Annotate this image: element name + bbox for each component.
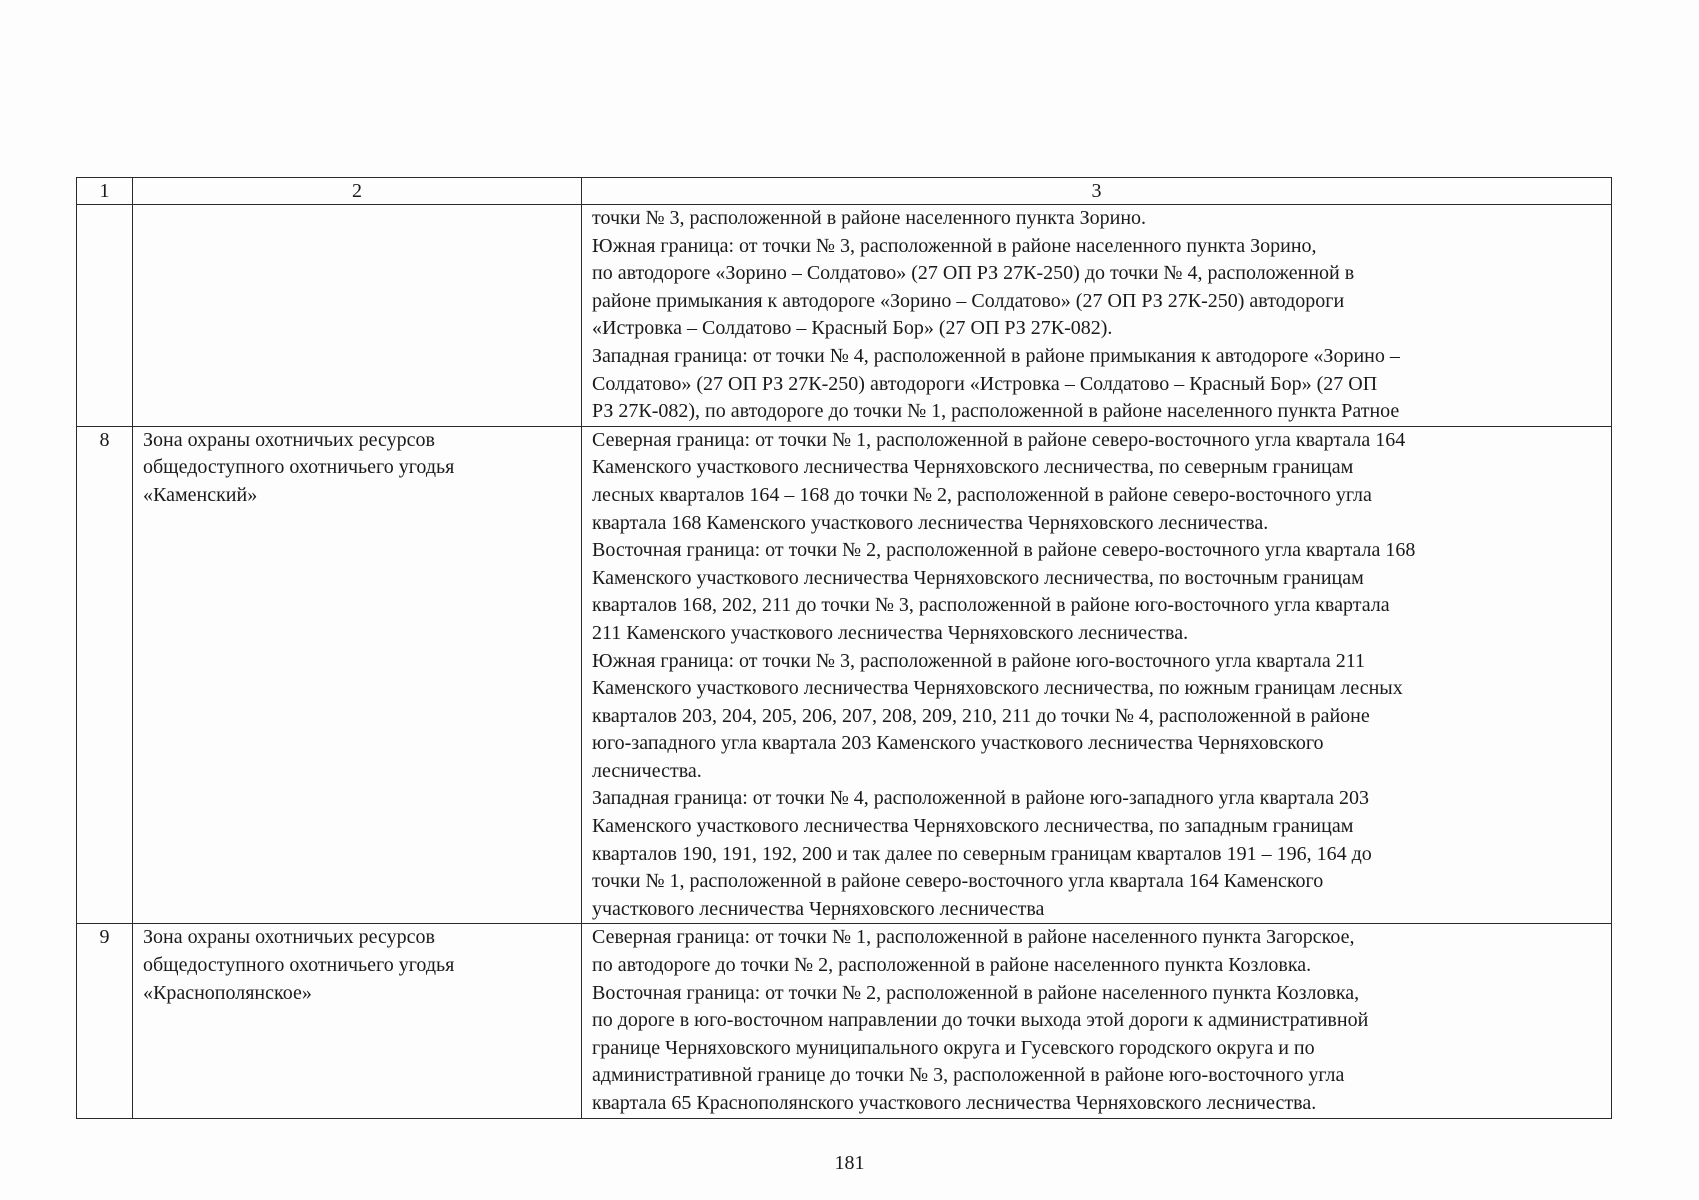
boundary-description-line: Южная граница: от точки № 3, расположенной в районе населенного пункта Зорино,: [592, 234, 1317, 257]
zone-name-cell: [133, 205, 582, 427]
boundaries-table: [76, 177, 1612, 1119]
boundary-description-cell: [582, 205, 1612, 427]
boundary-description-line: 211 Каменского участкового лесничества Черняховского лесничества.: [592, 621, 1189, 644]
boundary-description-line: участкового лесничества Черняховского лесничества: [592, 897, 1045, 920]
boundary-description-line: Солдатово» (27 ОП РЗ 27К-250) автодороги «Истровка – Солдатово – Красный Бор» (27 ОП: [592, 372, 1378, 395]
zone-name-line: «Краснополянское»: [143, 981, 312, 1004]
boundary-description-line: Северная граница: от точки № 1, расположенной в районе населенного пункта Загорское,: [592, 926, 1355, 949]
boundary-description-line: Северная граница: от точки № 1, расположенной в районе северо-восточного угла квартала 164: [592, 428, 1406, 451]
page-number: 181: [834, 1152, 865, 1174]
table-header-row: [77, 178, 1612, 205]
boundary-description-line: Южная граница: от точки № 3, расположенной в районе юго-восточного угла квартала 211: [592, 649, 1365, 672]
boundary-description-line: «Истровка – Солдатово – Красный Бор» (27 ОП РЗ 27К-082).: [592, 317, 1113, 340]
boundary-description-line: Каменского участкового лесничества Черняховского лесничества, по западным границам: [592, 815, 1354, 838]
boundary-description-line: по автодороге «Зорино – Солдатово» (27 ОП РЗ 27К-250) до точки № 4, расположенной в: [592, 262, 1355, 285]
boundary-description-line: юго-западного угла квартала 203 Каменского участкового лесничества Черняховского: [592, 732, 1324, 755]
table-body: [77, 178, 1612, 1119]
boundary-description-line: кварталов 190, 191, 192, 200 и так далее по северным границам кварталов 191 – 196, 164 до: [592, 842, 1372, 865]
boundary-description-line: Восточная граница: от точки № 2, расположенной в районе северо-восточного угла квартала 168: [592, 539, 1416, 562]
table-row: [77, 205, 1612, 427]
boundary-description-line: границе Черняховского муниципального округа и Гусевского городского округа и по: [592, 1036, 1315, 1059]
boundary-description-line: лесных кварталов 164 – 168 до точки № 2, расположенной в районе северо-восточного угла: [592, 483, 1372, 506]
row-number-cell: [77, 205, 133, 427]
boundary-description-line: районе примыкания к автодороге «Зорино – Солдатово» (27 ОП РЗ 27К-250) автодороги: [592, 289, 1345, 312]
zone-name-line: общедоступного охотничьего угодья: [143, 456, 455, 479]
zone-name-line: Зона охраны охотничьих ресурсов: [143, 926, 435, 949]
boundary-description-line: РЗ 27К-082), по автодороге до точки № 1, расположенной в районе населенного пункта Ратное: [592, 400, 1400, 423]
row-number-cell: 9: [77, 924, 133, 1118]
boundary-description-cell: [582, 426, 1612, 924]
boundary-description-line: Каменского участкового лесничества Черняховского лесничества, по южным границам лесных: [592, 677, 1403, 700]
boundary-description-line: Западная граница: от точки № 4, расположенной в районе юго-западного угла квартала 203: [592, 787, 1370, 810]
table-row: [77, 426, 1612, 924]
boundary-description-line: квартала 65 Краснополянского участкового лесничества Черняховского лесничества.: [592, 1092, 1317, 1114]
boundary-description-line: квартала 168 Каменского участкового лесничества Черняховского лесничества.: [592, 511, 1269, 534]
boundary-description-cell: [582, 924, 1612, 1118]
boundary-description-line: по автодороге до точки № 2, расположенной в районе населенного пункта Козловка.: [592, 954, 1312, 977]
boundary-description-line: точки № 3, расположенной в районе населенного пункта Зорино.: [592, 207, 1147, 229]
zone-name-cell: [133, 924, 582, 1118]
zone-name-line: общедоступного охотничьего угодья: [143, 954, 455, 977]
header-cell-3: 3: [582, 178, 1612, 205]
boundary-description-line: Каменского участкового лесничества Черняховского лесничества, по северным границам: [592, 456, 1354, 479]
header-cell-2: 2: [133, 178, 582, 205]
boundary-description-line: Восточная граница: от точки № 2, расположенной в районе населенного пункта Козловка,: [592, 981, 1360, 1004]
boundary-description-line: Каменского участкового лесничества Черняховского лесничества, по восточным границам: [592, 566, 1364, 589]
zone-name-line: Зона охраны охотничьих ресурсов: [143, 428, 435, 451]
boundary-description-line: административной границе до точки № 3, расположенной в районе юго-восточного угла: [592, 1064, 1345, 1087]
zone-name-cell: [133, 426, 582, 924]
boundary-description-line: кварталов 203, 204, 205, 206, 207, 208, 209, 210, 211 до точки № 4, расположенной в районе: [592, 704, 1370, 727]
row-number-cell: 8: [77, 426, 133, 924]
zone-name-line: «Каменский»: [143, 483, 258, 506]
boundary-description-line: лесничества.: [592, 759, 702, 782]
boundary-description-line: по дороге в юго-восточном направлении до точки выхода этой дороги к административной: [592, 1009, 1369, 1032]
boundary-description-line: кварталов 168, 202, 211 до точки № 3, расположенной в районе юго-восточного угла квартала: [592, 594, 1390, 617]
boundary-description-line: Западная граница: от точки № 4, расположенной в районе примыкания к автодороге «Зорино –: [592, 344, 1400, 367]
boundary-description-line: точки № 1, расположенной в районе северо-восточного угла квартала 164 Каменского: [592, 870, 1324, 893]
header-cell-1: 1: [77, 178, 133, 205]
table-row: [77, 924, 1612, 1118]
